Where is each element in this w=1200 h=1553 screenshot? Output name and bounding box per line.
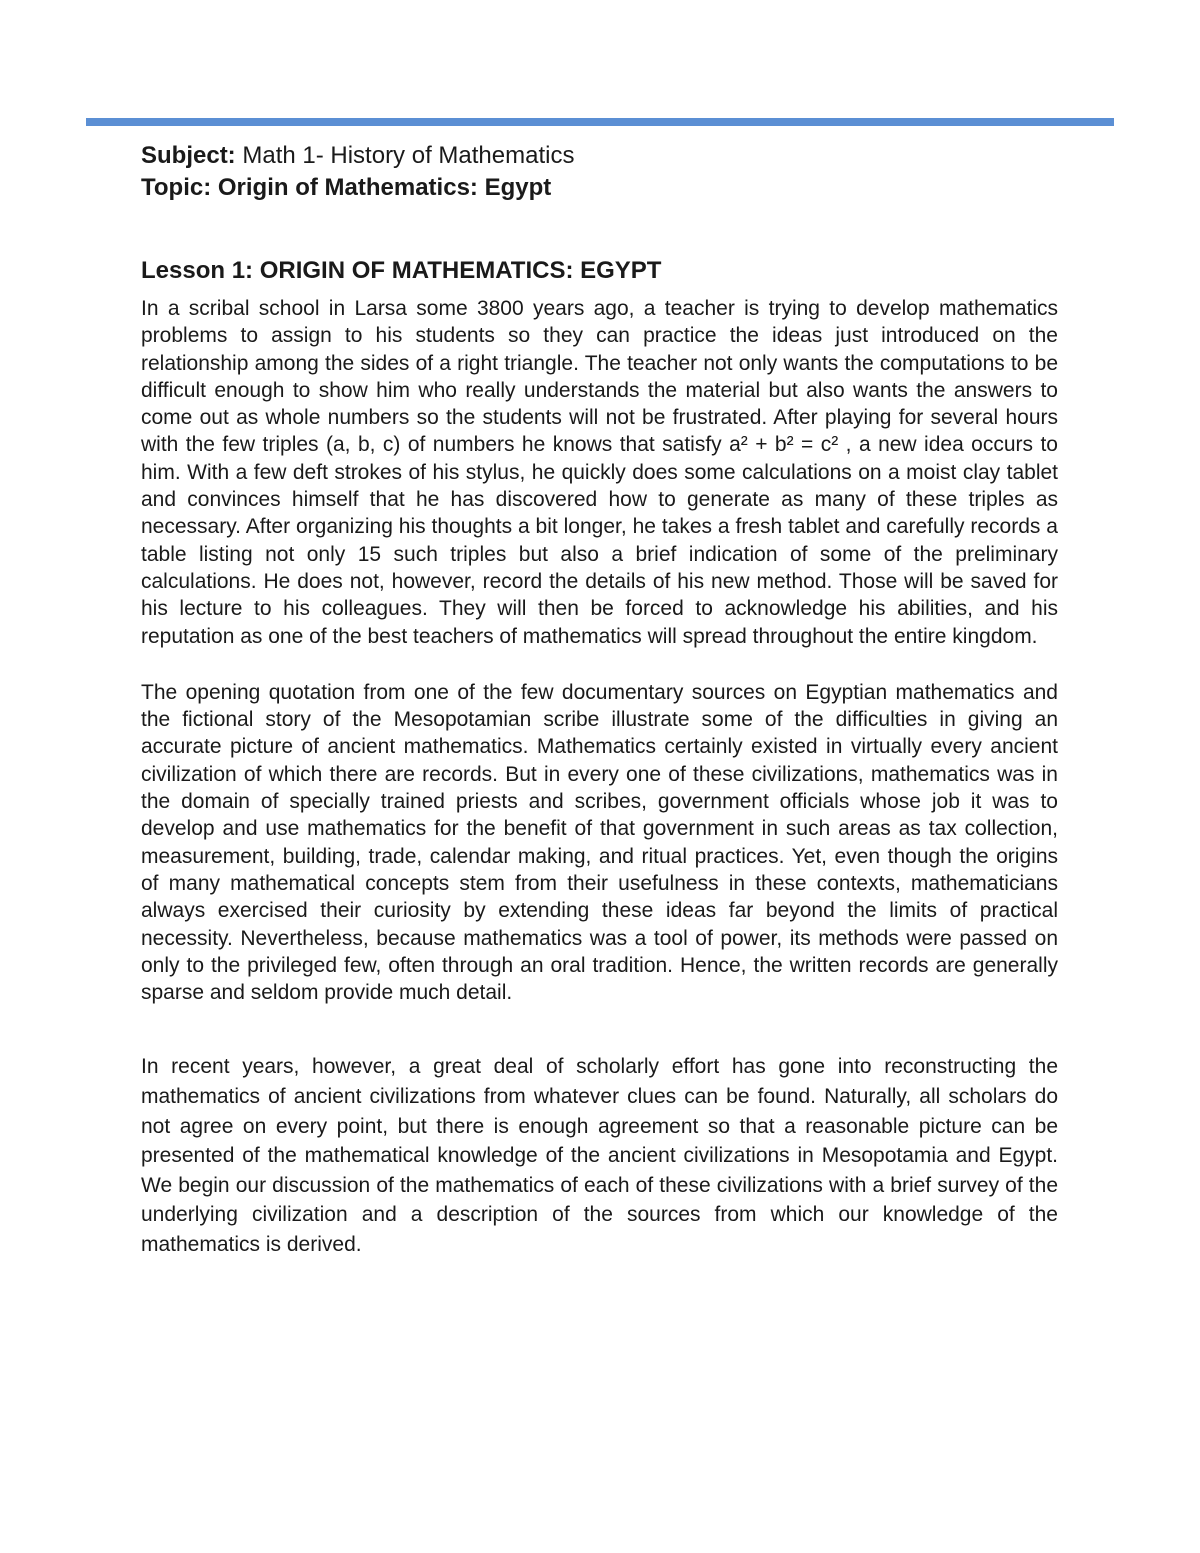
header-rule	[86, 118, 1114, 126]
paragraph-1: In a scribal school in Larsa some 3800 years ago, a teacher is trying to develop mathematics problems to assign to his students so they can practice the ideas just introduced on the relationship among the sides of a right triangle. The teacher not only wants the computations to be difficult enough to show him who really understands the material but also wants the answers to come out as whole numbers so the students will not be frustrated. After playing for several hours with the few triples (a, b, c) of numbers he knows that satisfy a² + b² = c² , a new idea occurs to him. With a few deft strokes of his stylus, he quickly does some calculations on a moist clay tablet and convinces himself that he has discovered how to generate as many of these triples as necessary. After organizing his thoughts a bit longer, he takes a fresh tablet and carefully records a table listing not only 15 such triples but also a brief indication of some of the preliminary calculations. He does not, however, record the details of his new method. Those will be saved for his lecture to his colleagues. They will then be forced to acknowledge his abilities, and his reputation as one of the best teachers of mathematics will spread throughout the entire kingdom.	[141, 297, 1058, 648]
subject-line	[141, 140, 1058, 172]
lesson-title: Lesson 1: ORIGIN OF MATHEMATICS: EGYPT	[141, 257, 662, 284]
subject-label: Subject:	[141, 142, 236, 169]
paragraph-2: The opening quotation from one of the few documentary sources on Egyptian mathematics and the fictional story of the Mesopotamian scribe illustrate some of the difficulties in giving an accurate picture of ancient mathematics. Mathematics certainly existed in virtually every ancient civilization of which there are records. But in every one of these civilizations, mathematics was in the domain of specially trained priests and scribes, government officials whose job it was to develop and use mathematics for the benefit of that government in such areas as tax collection, measurement, building, trade, calendar making, and ritual practices. Yet, even though the origins of many mathematical concepts stem from their usefulness in these contexts, mathematicians always exercised their curiosity by extending these ideas far beyond the limits of practical necessity. Nevertheless, because mathematics was a tool of power, its methods were passed on only to the privileged few, often through an oral tradition. Hence, the written records are generally sparse and seldom provide much detail.	[141, 680, 1058, 1005]
document-body	[141, 140, 1058, 1260]
topic-line: Topic: Origin of Mathematics: Egypt	[141, 174, 552, 201]
subject-value: Math 1- History of Mathematics	[235, 142, 575, 169]
paragraph-3: In recent years, however, a great deal of scholarly effort has gone into reconstructing the mathematics of ancient civilizations from whatever clues can be found. Naturally, all scholars do not agree on every point, but there is enough agreement so that a reasonable picture can be presented of the mathematical knowledge of the ancient civilizations in Mesopotamia and Egypt. We begin our discussion of the mathematics of each of these civilizations with a brief survey of the underlying civilization and a description of the sources from which our knowledge of the mathematics is derived.	[141, 1055, 1058, 1256]
